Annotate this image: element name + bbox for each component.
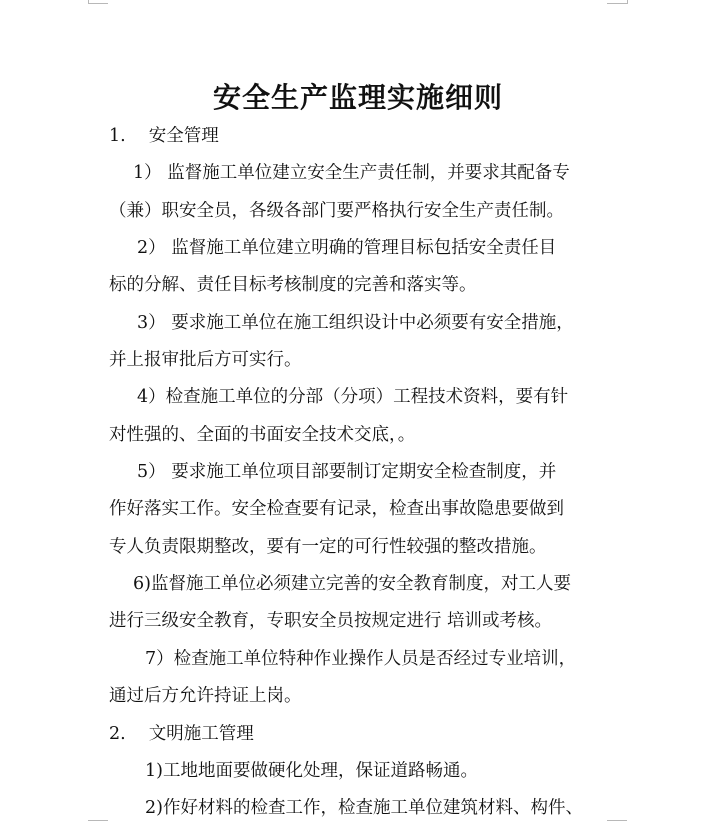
section-heading: 2. 文明施工管理 [109, 724, 254, 744]
corner-mark-bottom-right [607, 820, 627, 821]
paragraph-line: 3） 要求施工单位在施工组织设计中必须要有安全措施， [137, 313, 574, 333]
paragraph-line: 对性强的、全面的书面安全技术交底，。 [109, 425, 416, 445]
paragraph-line: 1） 监督施工单位建立安全生产责任制，并要求其配备专 [133, 163, 570, 183]
corner-mark-top-right-h [607, 3, 627, 4]
corner-mark-top-right [627, 0, 628, 4]
paragraph-line: 标的分解、责任目标考核制度的完善和落实等。 [109, 275, 477, 295]
corner-mark-bottom-left [88, 820, 108, 821]
paragraph-line: 2)作好材料的检查工作，检查施工单位建筑材料、构件、 [145, 798, 583, 818]
paragraph-line: （兼）职安全员，各级各部门要严格执行安全生产责任制。 [109, 201, 564, 221]
paragraph-line: 6)监督施工单位必须建立完善的安全教育制度，对工人要 [133, 574, 571, 594]
paragraph-line: 并上报审批后方可实行。 [109, 350, 302, 370]
corner-mark-top-left-h [88, 3, 108, 4]
section-heading: 1. 安全管理 [109, 126, 219, 146]
paragraph-line: 1)工地地面要做硬化处理，保证道路畅通。 [145, 761, 478, 781]
paragraph-line: 5） 要求施工单位项目部要制订定期安全检查制度，并 [137, 462, 557, 482]
paragraph-line: 进行三级安全教育，专职安全员按规定进行 培训或考核。 [109, 611, 553, 631]
paragraph-line: 专人负责限期整改，要有一定的可行性较强的整改措施。 [109, 537, 547, 557]
document-title: 安全生产监理实施细则 [212, 81, 503, 114]
paragraph-line: 作好落实工作。安全检查要有记录，检查出事故隐患要做到 [109, 499, 564, 519]
paragraph-line: 7）检查施工单位特种作业操作人员是否经过专业培训， [145, 649, 577, 669]
paragraph-line: 通过后方允许持证上岗。 [109, 686, 302, 706]
paragraph-line: 4）检查施工单位的分部（分项）工程技术资料，要有针 [137, 387, 569, 407]
paragraph-line: 2） 监督施工单位建立明确的管理目标包括安全责任目 [137, 238, 557, 258]
